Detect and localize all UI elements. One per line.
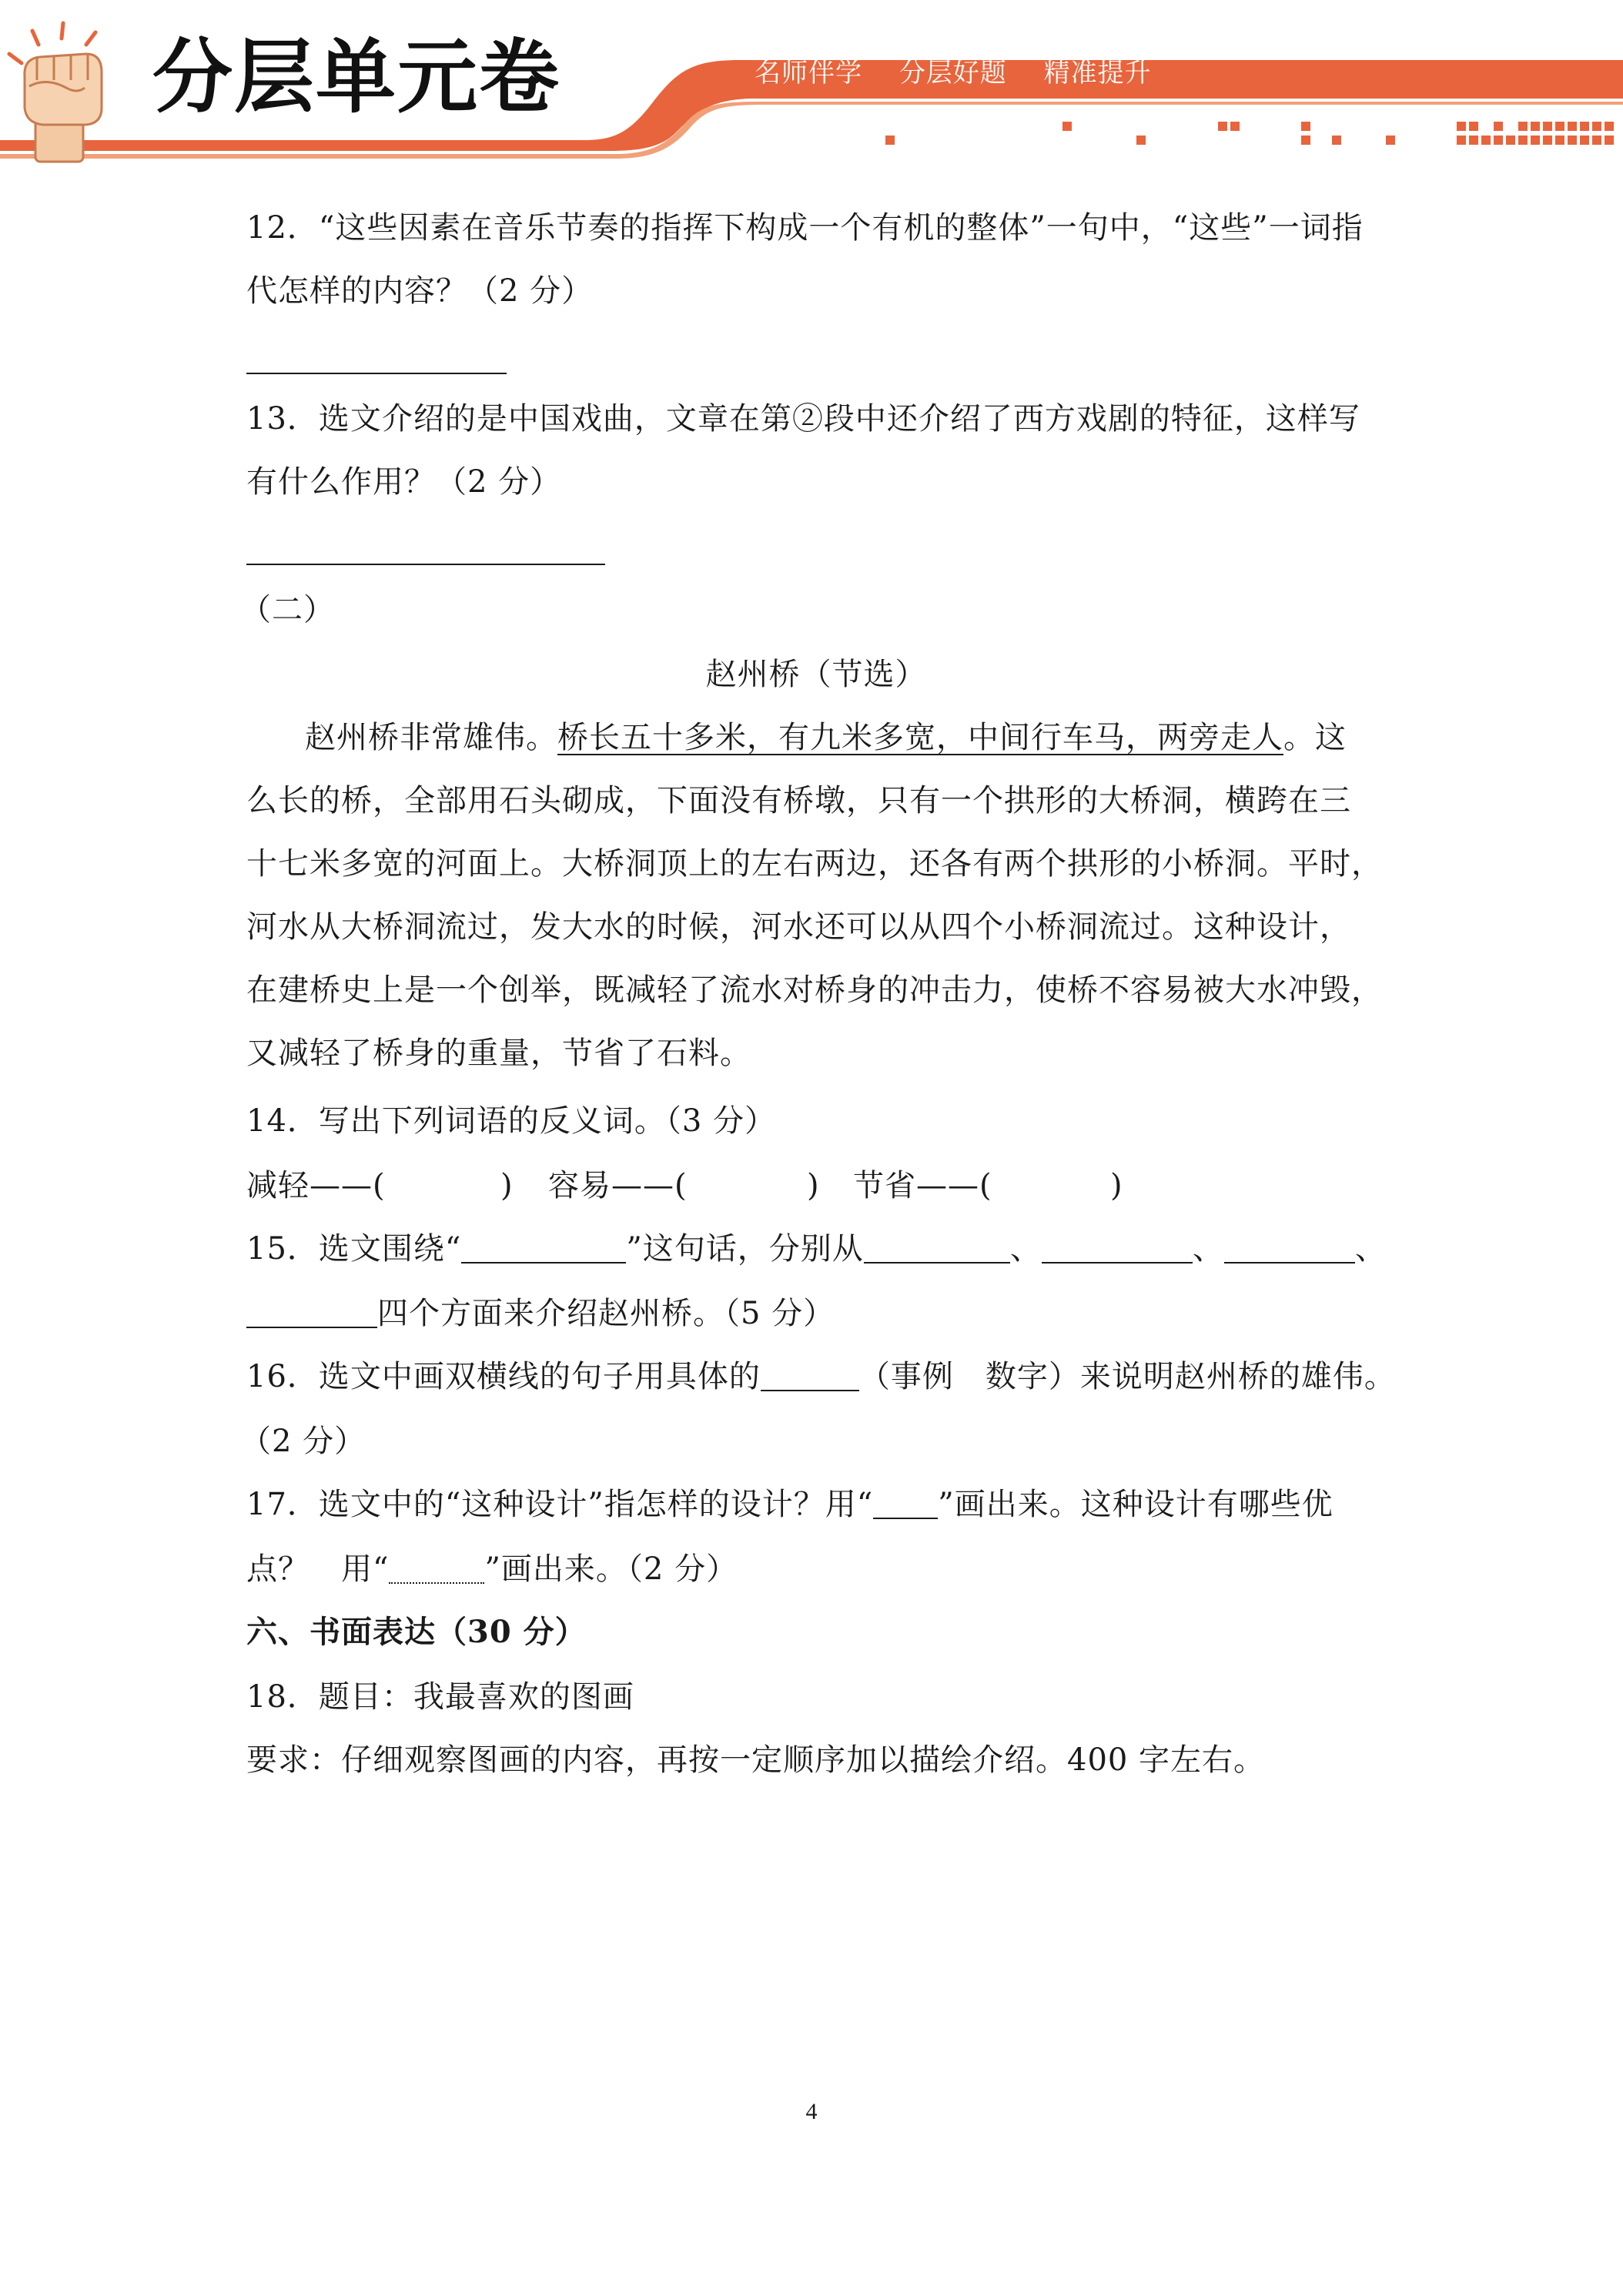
question-15-line1: 15．选文围绕“ ”这句话，分别从 、 、 、 xyxy=(246,1231,1387,1267)
question-16-line1: 16．选文中画双横线的句子用具体的 （事例 数字）来说明赵州桥的雄伟。 xyxy=(246,1359,1396,1394)
double-underlined-sentence: 桥长五十多米，有九米多宽，中间行车马，两旁走人 xyxy=(557,720,1283,755)
passage-text: 赵州桥非常雄伟。 xyxy=(305,720,557,755)
question-18-requirement: 要求：仔细观察图画的内容，再按一定顺序加以描绘介绍。400 字左右。 xyxy=(246,1742,1266,1778)
passage-line-2: 么长的桥，全部用石头砌成，下面没有桥墩，只有一个拱形的大桥洞，横跨在三 xyxy=(246,783,1351,818)
decorative-squares xyxy=(885,122,1614,145)
antonym-3-close: ) xyxy=(1110,1168,1123,1203)
passage-line-1 xyxy=(305,722,1347,753)
antonym-3[interactable]: 节省——( xyxy=(853,1168,992,1203)
antonym-1-close: ) xyxy=(500,1168,514,1203)
answer-blank-16[interactable] xyxy=(761,1364,859,1391)
answer-blank-15d[interactable] xyxy=(1224,1236,1355,1263)
passage-line-4: 河水从大桥洞流过，发大水的时候，河水还可以从四个小桥洞流过。这种设计， xyxy=(246,909,1351,945)
question-16-line2: （2 分） xyxy=(240,1424,366,1459)
question-12-line2: 代怎样的内容？（2 分） xyxy=(246,273,594,309)
answer-blank-15e[interactable] xyxy=(246,1300,377,1328)
answer-mark-single xyxy=(873,1491,938,1519)
section-6-title: 六、书面表达（30 分） xyxy=(246,1614,587,1650)
antonym-2[interactable]: 容易——( xyxy=(548,1168,688,1203)
antonym-2-close: ) xyxy=(807,1168,820,1203)
answer-blank-15a[interactable] xyxy=(461,1236,626,1263)
answer-blank-15c[interactable] xyxy=(1042,1236,1193,1263)
slogan-item: 精准提升 xyxy=(1043,58,1152,89)
question-18-title: 18．题目：我最喜欢的图画 xyxy=(246,1679,634,1715)
answer-mark-wavy xyxy=(389,1556,484,1584)
question-15-line2: 四个方面来介绍赵州桥。（5 分） xyxy=(246,1298,835,1329)
answer-blank-12[interactable] xyxy=(246,373,507,374)
question-17-line1: 17．选文中的“这种设计”指怎样的设计？用“ ”画出来。这种设计有哪些优 xyxy=(246,1487,1334,1522)
passage-line-6: 又减轻了桥身的重量，节省了石料。 xyxy=(246,1036,751,1071)
passage-line-3: 十七米多宽的河面上。大桥洞顶上的左右两边，还各有两个拱形的小桥洞。平时， xyxy=(246,846,1383,882)
answer-blank-15b[interactable] xyxy=(864,1236,1010,1263)
page-number: 4 xyxy=(805,2099,818,2124)
slogan-item: 分层好题 xyxy=(899,58,1007,89)
question-14-title: 14．写出下列词语的反义词。（3 分） xyxy=(246,1103,777,1139)
question-13-line2: 有什么作用？（2 分） xyxy=(246,464,562,500)
answer-blank-13[interactable] xyxy=(246,564,605,565)
question-17-line2: 点？ 用“ ”画出来。（2 分） xyxy=(246,1551,738,1587)
passage-text: 。这 xyxy=(1283,720,1347,755)
question-13-line1: 13．选文介绍的是中国戏曲，文章在第②段中还介绍了西方戏剧的特征，这样写 xyxy=(246,401,1360,437)
passage-line-5: 在建桥史上是一个创举，既减轻了流水对桥身的冲击力，使桥不容易被大水冲毁， xyxy=(246,972,1383,1008)
antonym-1[interactable]: 减轻——( xyxy=(246,1168,386,1203)
header-slogan xyxy=(755,58,1180,89)
brand-title: 分层单元卷 xyxy=(152,30,561,124)
passage-title: 赵州桥（节选） xyxy=(705,657,927,692)
question-12-line1: 12．“这些因素在音乐节奏的指挥下构成一个有机的整体”一句中，“这些”一词指 xyxy=(246,210,1364,246)
slogan-item: 名师伴学 xyxy=(755,58,862,89)
section-2-label: （二） xyxy=(240,592,335,628)
page-header xyxy=(0,0,1623,169)
